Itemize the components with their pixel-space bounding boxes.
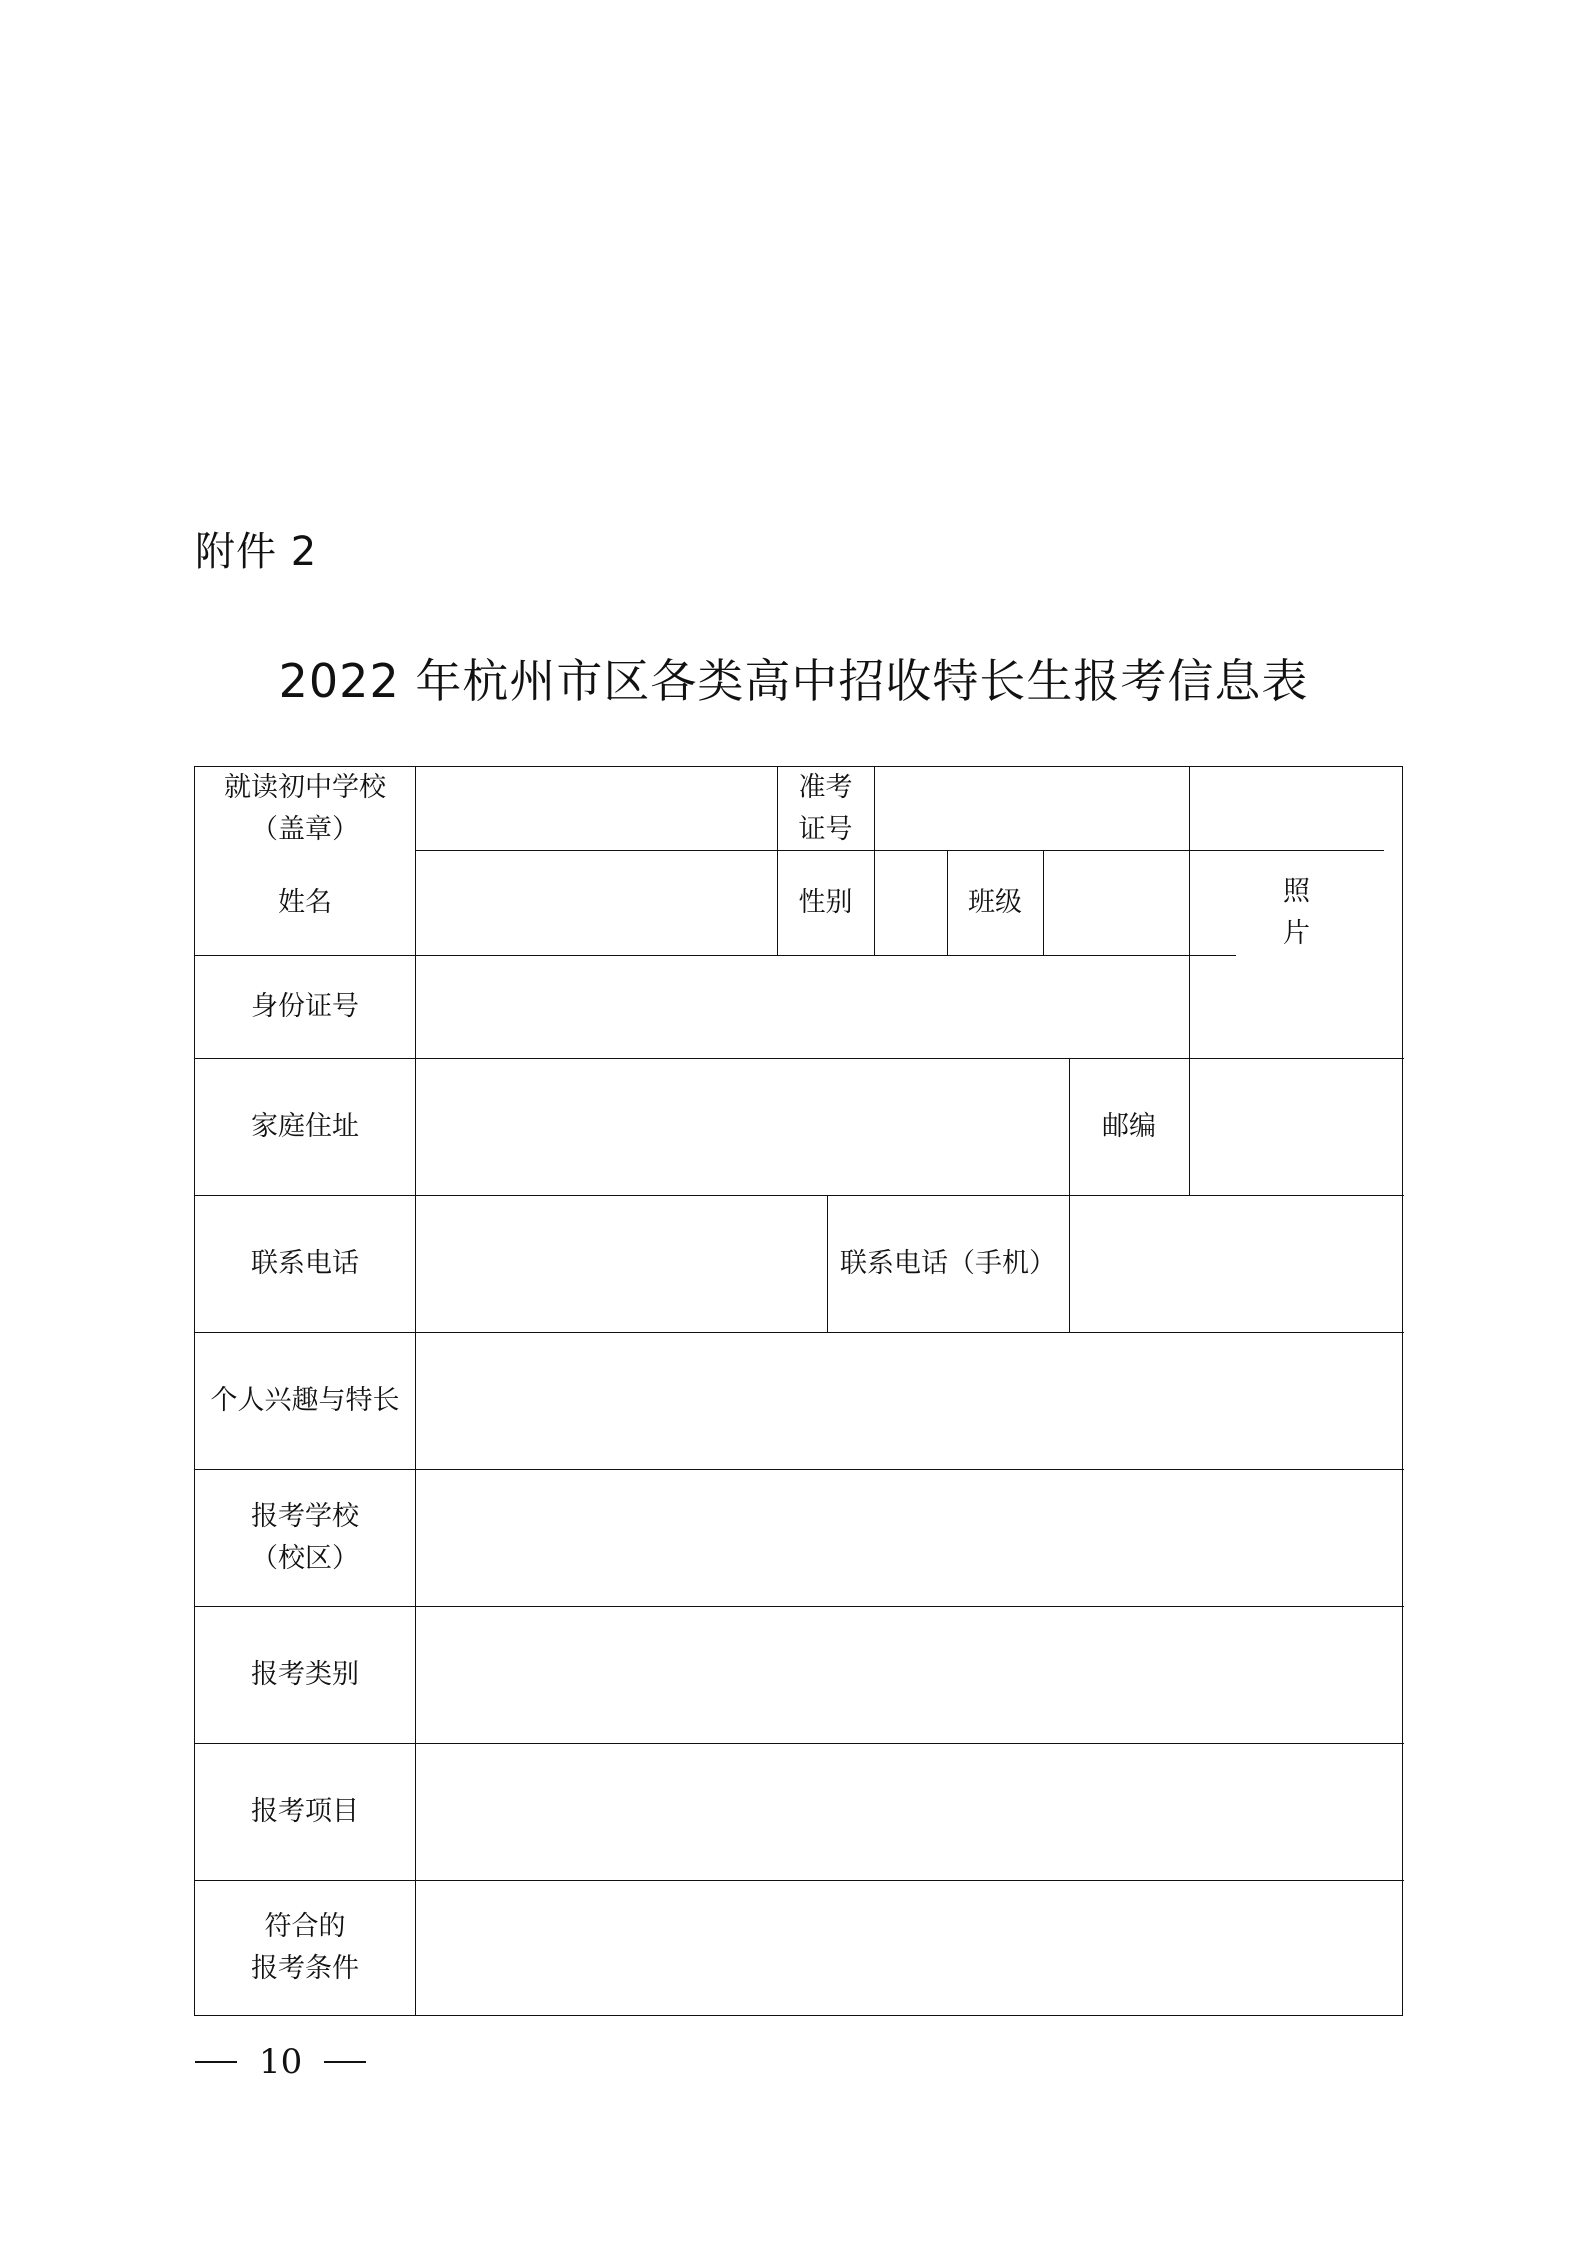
page-number-value: 10: [259, 2042, 303, 2082]
conditions-field[interactable]: [415, 1880, 1404, 2015]
school-field[interactable]: [415, 767, 777, 850]
name-label: 姓名: [278, 886, 332, 918]
exam-no-label-line1: 准考: [798, 771, 853, 803]
address-label: 家庭住址: [251, 1110, 359, 1142]
conditions-label-cell: [195, 1880, 415, 2015]
apply-school-campus-note: （校区）: [251, 1542, 359, 1574]
page-number-dash-right: [324, 2061, 366, 2063]
phone-label: 联系电话: [251, 1247, 359, 1279]
postcode-label: 邮编: [1102, 1110, 1156, 1142]
school-label-cell: [195, 767, 415, 850]
postcode-field[interactable]: [1189, 1058, 1404, 1195]
conditions-label-line2: 报考条件: [251, 1952, 359, 1984]
interests-label: 个人兴趣与特长: [210, 1384, 400, 1416]
photo-label-line2: 片: [1283, 917, 1310, 949]
photo-cell: [1189, 767, 1404, 1058]
page-title: 2022 年杭州市区各类高中招收特长生报考信息表: [278, 654, 1309, 708]
phone-field[interactable]: [415, 1195, 827, 1332]
mobile-field[interactable]: [1069, 1195, 1404, 1332]
exam-no-label-cell: [777, 767, 874, 850]
apply-category-label: 报考类别: [251, 1658, 359, 1690]
address-field[interactable]: [415, 1058, 1069, 1195]
photo-label-line1: 照: [1283, 875, 1310, 907]
school-label: 就读初中学校: [224, 771, 386, 803]
apply-item-label: 报考项目: [251, 1795, 359, 1827]
school-stamp-note: （盖章）: [251, 813, 359, 845]
page-number: [195, 2042, 366, 2082]
class-field[interactable]: [1043, 850, 1189, 955]
apply-category-field[interactable]: [415, 1606, 1404, 1743]
id-number-label: 身份证号: [251, 990, 359, 1022]
apply-school-field[interactable]: [415, 1469, 1404, 1606]
class-label: 班级: [968, 886, 1022, 918]
conditions-label-line1: 符合的: [264, 1910, 346, 1942]
gender-label: 性别: [798, 886, 853, 918]
gender-field[interactable]: [874, 850, 947, 955]
apply-item-field[interactable]: [415, 1743, 1404, 1880]
id-number-field[interactable]: [415, 955, 1189, 1058]
attachment-label: 附件 2: [195, 529, 318, 575]
apply-school-label: 报考学校: [251, 1500, 359, 1532]
page-number-dash-left: [195, 2061, 237, 2063]
apply-school-label-cell: [195, 1469, 415, 1606]
exam-no-label-line2: 证号: [798, 813, 853, 845]
interests-field[interactable]: [415, 1332, 1404, 1469]
registration-form-table: [194, 766, 1403, 2016]
name-field[interactable]: [415, 850, 777, 955]
mobile-label: 联系电话（手机）: [840, 1247, 1056, 1279]
exam-no-field[interactable]: [874, 767, 1189, 850]
